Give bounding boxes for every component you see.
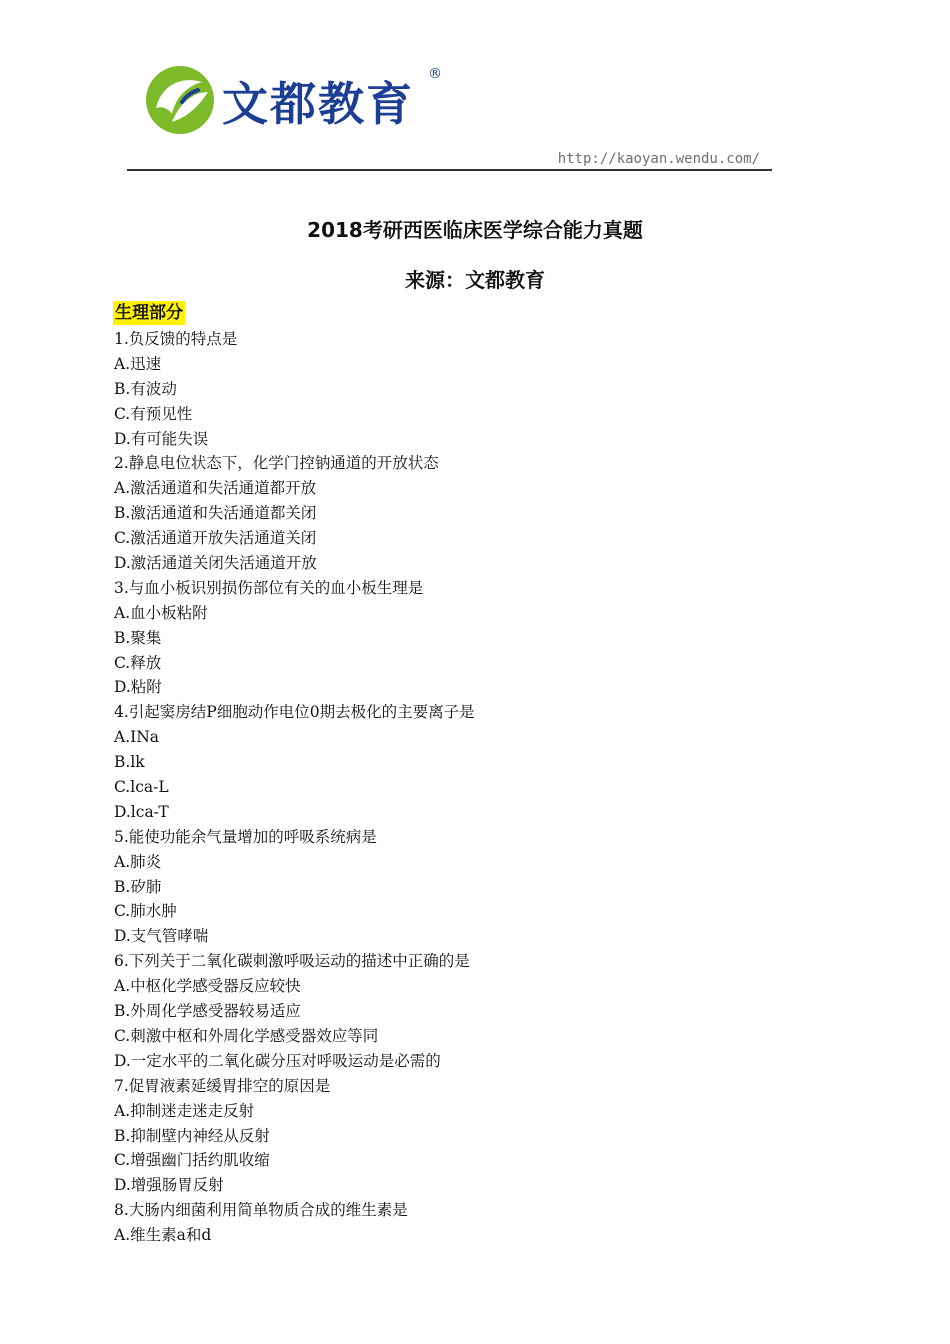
option-line: C.激活通道开放失活通道关闭 bbox=[114, 529, 317, 548]
option-line: D.一定水平的二氧化碳分压对呼吸运动是必需的 bbox=[114, 1051, 441, 1070]
option-line: B.聚集 bbox=[114, 628, 162, 647]
question-line: 6.下列关于二氧化碳刺激呼吸运动的描述中正确的是 bbox=[114, 952, 470, 971]
option-line: A.激活通道和失活通道都开放 bbox=[114, 479, 317, 498]
registered-mark: ® bbox=[428, 66, 442, 82]
option-line: C.肺水肿 bbox=[114, 902, 177, 921]
option-line: B.抑制壁内神经从反射 bbox=[114, 1126, 270, 1145]
option-line: D.粘附 bbox=[114, 678, 162, 697]
option-line: C.有预见性 bbox=[114, 404, 193, 423]
option-line: D.支气管哮喘 bbox=[114, 927, 209, 946]
option-line: A.迅速 bbox=[114, 354, 162, 373]
section-heading-physiology: 生理部分 bbox=[115, 303, 183, 323]
option-line: B.激活通道和失活通道都关闭 bbox=[114, 504, 317, 523]
option-line: B.外周化学感受器较易适应 bbox=[114, 1002, 301, 1021]
header-url-link[interactable]: http://kaoyan.wendu.com/ bbox=[557, 151, 760, 167]
question-line: 3.与血小板识别损伤部位有关的血小板生理是 bbox=[114, 578, 424, 597]
option-line: A.中枢化学感受器反应较快 bbox=[114, 977, 301, 996]
option-line: A.肺炎 bbox=[114, 852, 162, 871]
option-line: D.lca-T bbox=[114, 802, 169, 821]
document-subtitle: 来源：文都教育 bbox=[405, 268, 545, 292]
option-line: A.血小板粘附 bbox=[114, 603, 208, 622]
header-divider bbox=[127, 169, 772, 171]
option-line: C.释放 bbox=[114, 653, 162, 672]
option-line: D.激活通道关闭失活通道开放 bbox=[114, 554, 317, 573]
option-line: C.lca-L bbox=[114, 778, 169, 797]
option-line: C.刺激中枢和外周化学感受器效应等同 bbox=[114, 1026, 379, 1045]
option-line: D.增强肠胃反射 bbox=[114, 1176, 224, 1195]
option-line: A.维生素a和d bbox=[114, 1226, 212, 1245]
question-line: 7.促胃液素延缓胃排空的原因是 bbox=[114, 1076, 331, 1095]
question-line: 2.静息电位状态下，化学门控钠通道的开放状态 bbox=[114, 454, 439, 473]
option-line: B.矽肺 bbox=[114, 877, 162, 896]
option-line: B.有波动 bbox=[114, 379, 177, 398]
option-line: C.增强幽门括约肌收缩 bbox=[114, 1151, 270, 1170]
option-line: D.有可能失误 bbox=[114, 429, 209, 448]
logo-text: 文都教育 bbox=[222, 77, 414, 131]
option-line: A.INa bbox=[114, 728, 160, 747]
wendu-logo bbox=[142, 62, 462, 142]
question-list bbox=[114, 327, 854, 1248]
question-line: 1.负反馈的特点是 bbox=[114, 330, 238, 348]
question-line: 8.大肠内细菌利用简单物质合成的维生素是 bbox=[114, 1201, 408, 1220]
option-line: B.lk bbox=[114, 753, 145, 772]
question-line: 5.能使功能余气量增加的呼吸系统病是 bbox=[114, 827, 377, 846]
document-title: 2018考研西医临床医学综合能力真题 bbox=[307, 218, 643, 242]
logo-leaf-icon bbox=[142, 62, 218, 138]
option-line: A.抑制迷走迷走反射 bbox=[114, 1101, 255, 1120]
question-line: 4.引起窦房结P细胞动作电位0期去极化的主要离子是 bbox=[114, 703, 475, 722]
